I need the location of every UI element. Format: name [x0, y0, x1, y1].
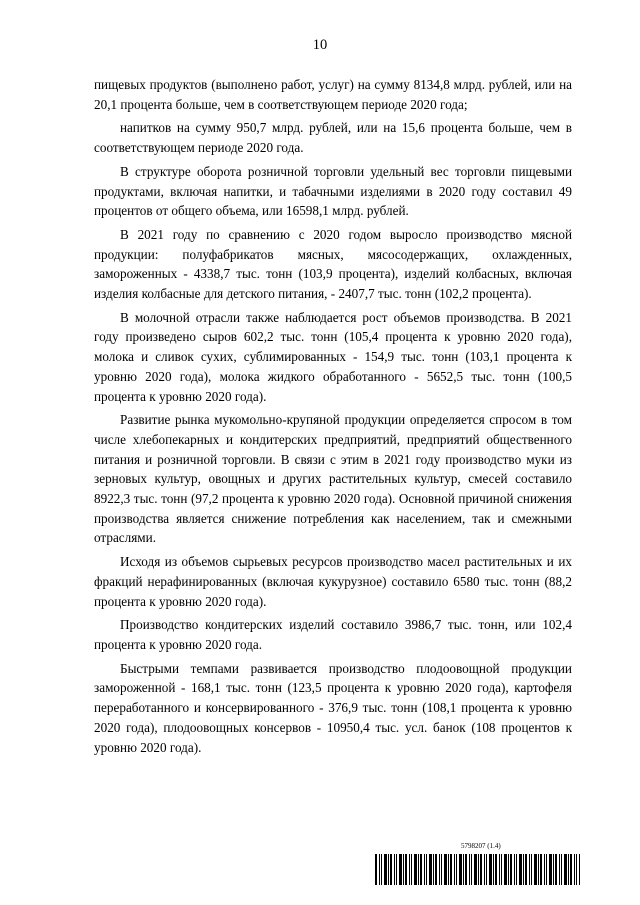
paragraph-beverages: напитков на сумму 950,7 млрд. рублей, или на 15,6 процента больше, чем в соответствующем периоде 2020 года.: [94, 120, 572, 156]
document-barcode-block: [375, 842, 580, 887]
paragraph-dairy-production: В молочной отрасли также наблюдается рост объемов производства. В 2021 году произведено сыров 602,2 тыс. тонн (105,4 процента к уровню 2020 года), молока и сливок сухих, сублимированных - 154,9 тыс. тонн (103,1 процента к уровню 2020 года), молока жидкого обработанного - 5652,5 тыс. тонн (100,5 процента к уровню 2020 года).: [94, 309, 572, 404]
barcode-code: 5798207 (1.4): [461, 842, 501, 850]
barcode-icon: [375, 854, 580, 885]
paragraph-confectionery: Производство кондитерских изделий составило 3986,7 тыс. тонн, или 102,4 процента к уровню 2020 года.: [94, 617, 572, 652]
body-text: [94, 75, 572, 761]
paragraph-meat-production: В 2021 году по сравнению с 2020 годом выросло производство мясной продукции: полуфабрикатов мясных, мясосодержащих, охлажденных, замороженных - 4338,7 тыс. тонн (103,9 процента), изделий колбасных, включая изделия колбасные для детского питания, - 2407,7 тыс. тонн (102,2 процента).: [94, 226, 572, 302]
paragraph-fruit-vegetable: Быстрыми темпами развивается производство плодоовощной продукции замороженной - 168,1 тыс. тонн (123,5 процента к уровню 2020 года), картофеля переработанного и консервированного - 376,9 тыс. тонн (108,1 процента к уровню 2020 года), плодоовощных консервов - 10950,4 тыс. усл. банок (108 процентов к уровню 2020 года).: [94, 660, 572, 755]
page-number: 10: [312, 37, 328, 53]
paragraph-vegetable-oils: Исходя из объемов сырьевых ресурсов производство масел растительных и их фракций нерафинированных (включая кукурузное) составило 6580 тыс. тонн (88,2 процента к уровню 2020 года).: [94, 554, 572, 609]
paragraph-food-products: пищевых продуктов (выполнено работ, услуг) на сумму 8134,8 млрд. рублей, или на 20,1 процента больше, чем в соответствующем периоде 2020 года;: [94, 77, 572, 112]
paragraph-retail-structure: В структуре оборота розничной торговли удельный вес торговли пищевыми продуктами, включая напитки, и табачными изделиями в 2020 году составил 49 процентов от общего объема, или 16598,1 млрд. рублей.: [94, 163, 572, 219]
paragraph-flour-market: Развитие рынка мукомольно-крупяной продукции определяется спросом в том числе хлебопекарных и кондитерских предприятий, предприятий общественного питания и розничной торговли. В связи с этим в 2021 году производство муки из зерновых культур, овощных и других растительных культур, смесей составило 8922,3 тыс. тонн (97,2 процента к уровню 2020 года). Основной причиной снижения производства является снижение потребления как населением, так и смежными отраслями.: [94, 412, 572, 546]
